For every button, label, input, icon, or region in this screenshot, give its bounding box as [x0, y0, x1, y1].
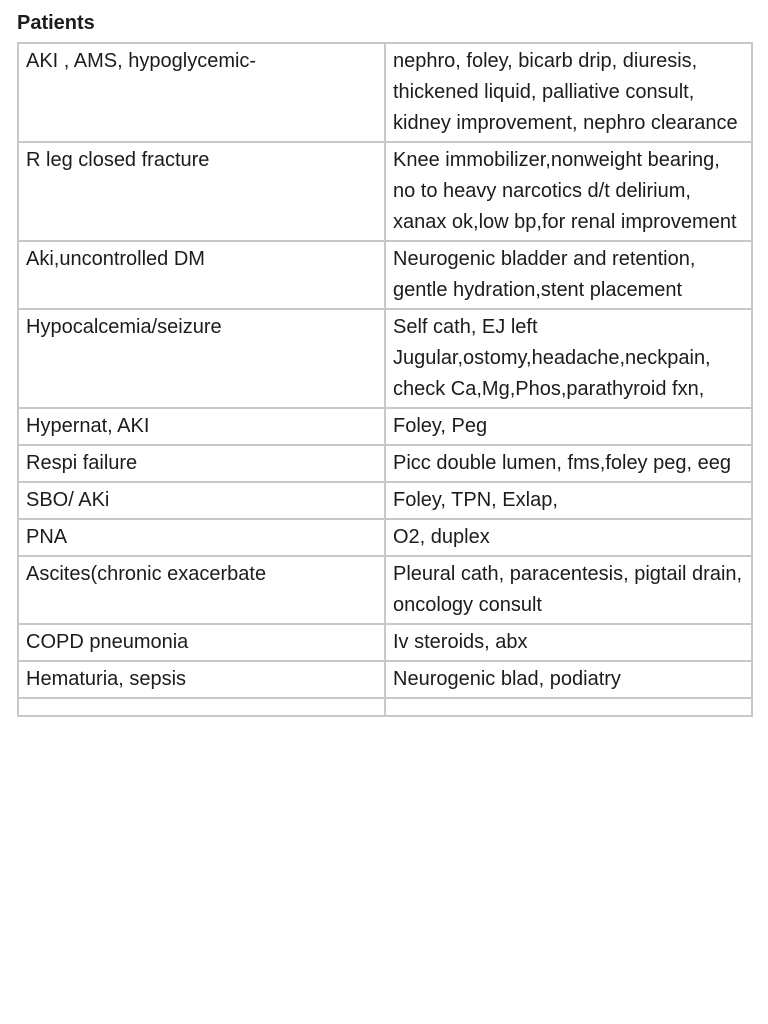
condition-cell[interactable]: AKI , AMS, hypoglycemic-	[18, 43, 385, 142]
table-row	[18, 445, 752, 482]
condition-cell[interactable]: R leg closed fracture	[18, 142, 385, 241]
patients-table	[17, 42, 753, 717]
notes-cell[interactable]: Knee immobilizer,nonweight bearing, no to heavy narcotics d/t delirium, xanax ok,low bp,for renal improvement	[385, 142, 752, 241]
notes-cell[interactable]: Picc double lumen, fms,foley peg, eeg	[385, 445, 752, 482]
condition-cell[interactable]: Hypernat, AKI	[18, 408, 385, 445]
notes-cell[interactable]: Foley, TPN, Exlap,	[385, 482, 752, 519]
notes-cell[interactable]	[385, 698, 752, 716]
condition-cell[interactable]	[18, 698, 385, 716]
notes-cell[interactable]: O2, duplex	[385, 519, 752, 556]
table-row	[18, 309, 752, 408]
page-title: Patients	[17, 12, 95, 34]
notes-cell[interactable]: Neurogenic bladder and retention, gentle hydration,stent placement	[385, 241, 752, 309]
table-row	[18, 624, 752, 661]
table-row	[18, 482, 752, 519]
notes-cell[interactable]: Pleural cath, paracentesis, pigtail drain, oncology consult	[385, 556, 752, 624]
condition-cell[interactable]: COPD pneumonia	[18, 624, 385, 661]
notes-cell[interactable]: Iv steroids, abx	[385, 624, 752, 661]
condition-cell[interactable]: Aki,uncontrolled DM	[18, 241, 385, 309]
notes-cell[interactable]: nephro, foley, bicarb drip, diuresis, thickened liquid, palliative consult, kidney improvement, nephro clearance	[385, 43, 752, 142]
table-row	[18, 661, 752, 698]
condition-cell[interactable]: PNA	[18, 519, 385, 556]
table-row	[18, 43, 752, 142]
table-row	[18, 241, 752, 309]
table-row	[18, 408, 752, 445]
condition-cell[interactable]: SBO/ AKi	[18, 482, 385, 519]
condition-cell[interactable]: Hematuria, sepsis	[18, 661, 385, 698]
notes-cell[interactable]: Self cath, EJ left Jugular,ostomy,headache,neckpain, check Ca,Mg,Phos,parathyroid fxn,	[385, 309, 752, 408]
table-row	[18, 142, 752, 241]
condition-cell[interactable]: Ascites(chronic exacerbate	[18, 556, 385, 624]
condition-cell[interactable]: Respi failure	[18, 445, 385, 482]
table-row	[18, 556, 752, 624]
notes-cell[interactable]: Foley, Peg	[385, 408, 752, 445]
condition-cell[interactable]: Hypocalcemia/seizure	[18, 309, 385, 408]
table-row-empty	[18, 698, 752, 716]
notes-cell[interactable]: Neurogenic blad, podiatry	[385, 661, 752, 698]
table-row	[18, 519, 752, 556]
